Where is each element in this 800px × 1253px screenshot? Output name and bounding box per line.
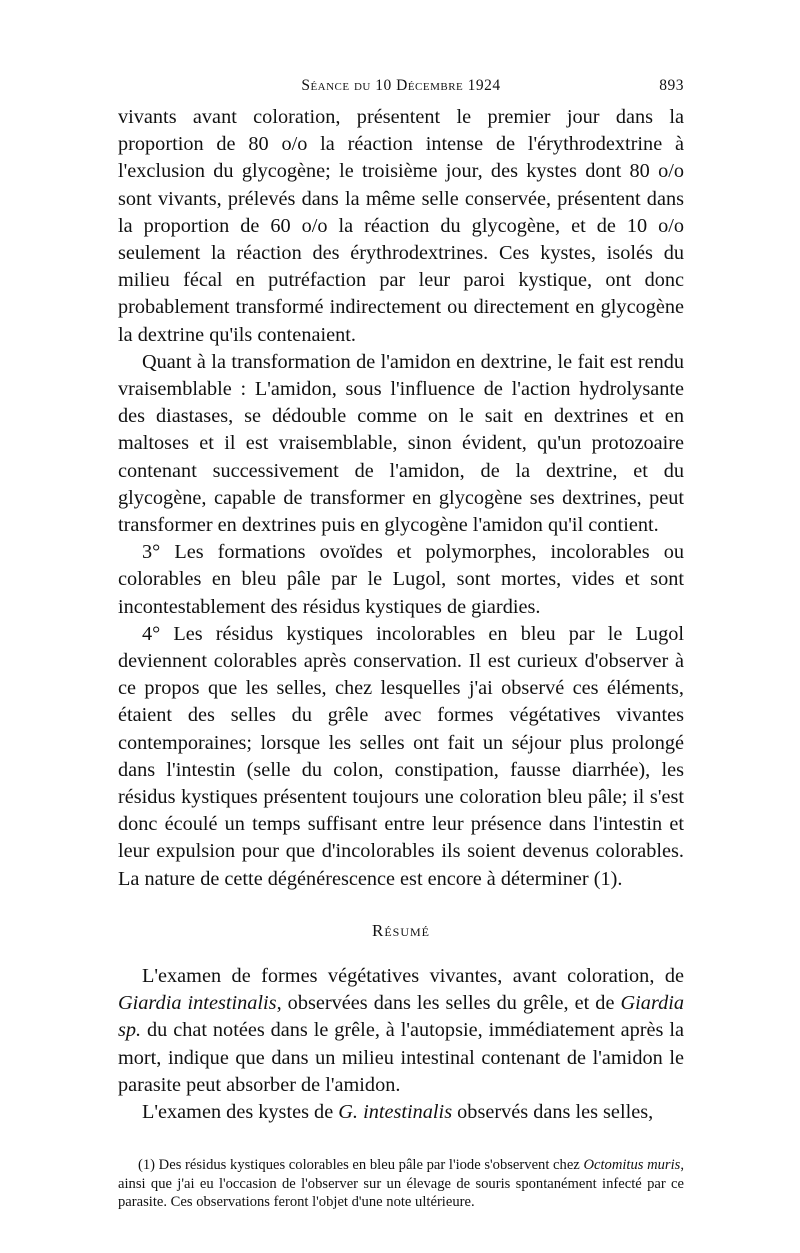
page-header bbox=[118, 72, 684, 104]
summary-p1-text-c: , observées dans les selles du grêle, et de bbox=[276, 992, 621, 1015]
summary-p2-text-c: observés dans les selles, bbox=[452, 1100, 654, 1123]
running-title: Séance du 10 Décembre 1924 bbox=[301, 77, 501, 94]
document-page bbox=[118, 72, 684, 1212]
paragraph-amidon-transformation: Quant à la transformation de l'amidon en dextrine, le fait est rendu vraisemblable : L'amidon, sous l'influence de l'action hydrolysante des diastases, se dédouble comme on le sait en dextrines et en maltoses et il est vraisemblable, sinon évident, qu'un protozoaire contenant successivement de l'amidon, de la dextrine, et du glycogène, capable de transformer en glycogène ses dextrines, peut transformer en dextrines puis en glycogène l'amidon qu'il contient. bbox=[118, 350, 684, 537]
footnote-text-c: , ainsi que j'ai eu l'occasion de l'observer sur un élevage de souris spontanément infecté par ce parasite. Ces observations feront l'objet d'une note ultérieure. bbox=[118, 1157, 685, 1211]
summary-p1-text-a: L'examen de formes végétatives vivantes, avant coloration, de bbox=[142, 964, 684, 987]
paragraph-point-3: 3° Les formations ovoïdes et polymorphes, incolorables ou colorables en bleu pâle par le Lugol, sont mortes, vides et sont incontestablement des résidus kystiques de giardies. bbox=[118, 541, 684, 618]
page-number: 893 bbox=[659, 77, 684, 94]
summary-paragraph-2 bbox=[118, 1099, 684, 1126]
summary-paragraph-1 bbox=[118, 963, 684, 1099]
body-text bbox=[118, 104, 684, 1126]
species-g-intestinalis: G. intestinalis bbox=[338, 1100, 453, 1123]
paragraph-point-4: 4° Les résidus kystiques incolorables en bleu par le Lugol deviennent colorables après conservation. Il est curieux d'observer à ce propos que les selles, chez lesquelles j'ai observé ces éléments, étaient des selles du grêle avec formes végétatives vivantes contemporaines; lorsque les selles ont fait un séjour plus prolongé dans l'intestin (selle du colon, constipation, fausse diarrhée), les résidus kystiques présentent toujours une coloration bleu pâle; il s'est donc écoulé un temps suffisant entre leur présence dans l'intestin et leur expulsion pour que d'incolorables ils soient devenus colorables. La nature de cette dégénérescence est encore à déterminer (1). bbox=[118, 622, 684, 890]
footnotes bbox=[118, 1156, 684, 1212]
species-giardia-intestinalis: Giardia intestinalis bbox=[118, 992, 277, 1015]
summary-p1-text-e: du chat notées dans le grêle, à l'autopsie, immédiatement après la mort, indique que dans un milieu intestinal contenant de l'amidon le parasite peut absorber de l'amidon. bbox=[118, 1019, 684, 1096]
paragraph-continued: vivants avant coloration, présentent le premier jour dans la proportion de 80 o/o la réaction intense de l'érythrodextrine à l'exclusion du glycogène; le troisième jour, des kystes dont 80 o/o sont vivants, prélevés dans la même selle conservée, présentent dans la proportion de 60 o/o la réaction du glycogène, et de 10 o/o seulement la réaction des érythrodextrines. Ces kystes, isolés du milieu fécal en putréfaction par leur paroi kystique, ont donc probablement transformé indirectement ou directement en glycogène la dextrine qu'ils contenaient. bbox=[118, 106, 684, 346]
footnote-text-a: (1) Des résidus kystiques colorables en bleu pâle par l'iode s'observent chez bbox=[138, 1157, 584, 1174]
summary-p2-text-a: L'examen des kystes de bbox=[142, 1100, 339, 1123]
species-giardia-sp: Giardia sp. bbox=[118, 992, 684, 1042]
species-octomitus-muris: Octomitus muris bbox=[583, 1157, 681, 1174]
footnote-1 bbox=[118, 1156, 684, 1212]
summary-heading: Résumé bbox=[371, 920, 430, 940]
